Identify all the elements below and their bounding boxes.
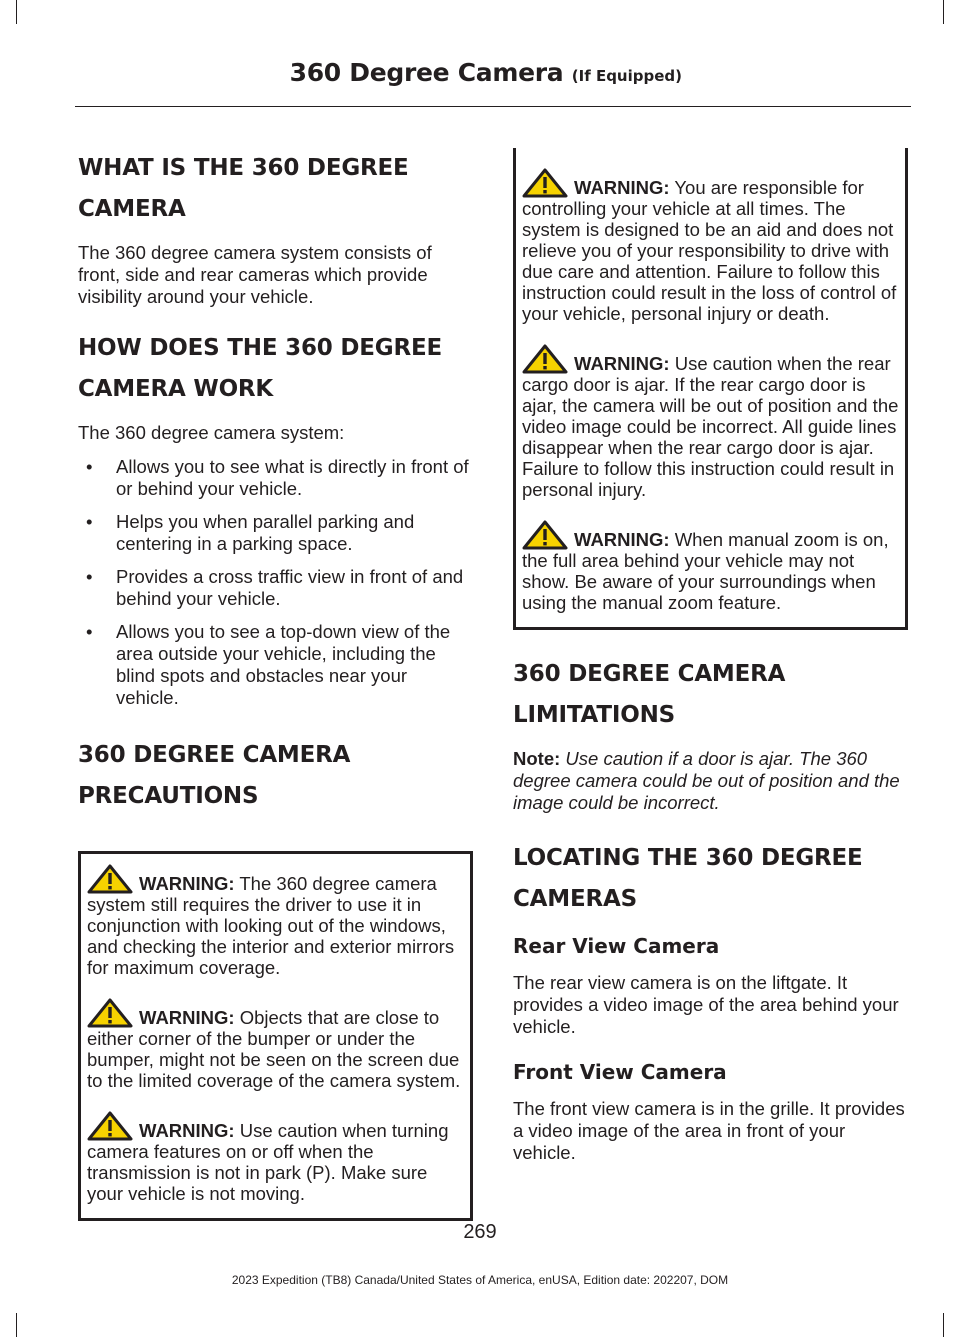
- list-item: • Allows you to see a top-down view of the area outside your vehicle, including the blind spots and obstacles near your vehicle.: [78, 621, 473, 709]
- note-text: Use caution if a door is ajar. The 360 degree camera could be out of position and the image could be incorrect.: [513, 748, 900, 813]
- page-header: [290, 58, 682, 87]
- heading-locating: LOCATING THE 360 DEGREE CAMERAS: [513, 845, 863, 912]
- warning-item: [87, 864, 464, 978]
- list-item: • Allows you to see what is directly in front of or behind your vehicle.: [78, 456, 473, 500]
- left-column: [78, 148, 473, 1221]
- crop-mark-bottom-right: [943, 1313, 944, 1337]
- warning-triangle-icon: [87, 998, 133, 1028]
- limitations-note: [513, 748, 908, 814]
- subheading-front-view-camera: Front View Camera: [513, 1060, 727, 1084]
- warning-item: [522, 520, 899, 613]
- warning-triangle-icon: [522, 520, 568, 550]
- subheading-rear-view-camera: Rear View Camera: [513, 934, 720, 958]
- heading-limitations: 360 DEGREE CAMERA LIMITATIONS: [513, 661, 786, 728]
- warning-text: Objects that are close to either corner of the bumper or under the bumper, might not be seen on the screen due to the limited coverage of the camera system.: [87, 1007, 461, 1091]
- warning-triangle-icon: [87, 864, 133, 894]
- warning-text: When manual zoom is on, the full area behind your vehicle may not show. Be aware of your surroundings when using the manual zoom feature.: [522, 529, 889, 613]
- right-column: [513, 148, 908, 1184]
- warning-triangle-icon: [522, 168, 568, 198]
- warning-triangle-icon: [87, 1111, 133, 1141]
- list-item: • Provides a cross traffic view in front of and behind your vehicle.: [78, 566, 473, 610]
- header-rule: [75, 106, 911, 107]
- warning-item: [522, 168, 899, 324]
- header-subtitle: (If Equipped): [571, 67, 682, 85]
- list-item: • Helps you when parallel parking and centering in a parking space.: [78, 511, 473, 555]
- footer-edition-info: 2023 Expedition (TB8) Canada/United States of America, enUSA, Edition date: 202207, DOM: [231, 1273, 729, 1287]
- warning-text: Use caution when turning camera features on or off when the transmission is not in park (P). Make sure your vehicle is not moving.: [87, 1120, 449, 1204]
- heading-what-is: WHAT IS THE 360 DEGREE CAMERA: [78, 155, 409, 222]
- warning-box-right: [513, 148, 908, 630]
- crop-mark-bottom-left: [16, 1313, 17, 1337]
- warning-label: WARNING:: [139, 1120, 235, 1141]
- warning-text: You are responsible for controlling your vehicle at all times. The system is designed to be an aid and does not relieve you of your responsibility to drive with due care and attention. Failure to follow this instruction could result in the loss of control of your vehicle, personal injury or death.: [522, 177, 897, 324]
- what-is-body: The 360 degree camera system consists of front, side and rear cameras which provide visibility around your vehicle.: [78, 242, 432, 307]
- how-does-intro: The 360 degree camera system:: [78, 422, 345, 443]
- page-number: 269: [463, 1221, 497, 1243]
- crop-mark-top-right: [943, 0, 944, 24]
- warning-label: WARNING:: [139, 873, 235, 894]
- rear-view-camera-body: The rear view camera is on the liftgate. It provides a video image of the area behind your vehicle.: [513, 972, 899, 1037]
- warning-label: WARNING:: [574, 353, 670, 374]
- warning-item: [87, 998, 464, 1091]
- front-view-camera-body: The front view camera is in the grille. It provides a video image of the area in front of your vehicle.: [513, 1098, 905, 1163]
- warning-triangle-icon: [522, 344, 568, 374]
- warning-label: WARNING:: [574, 177, 670, 198]
- heading-precautions: 360 DEGREE CAMERA PRECAUTIONS: [78, 742, 351, 809]
- warning-item: [87, 1111, 464, 1204]
- feature-list: [78, 456, 473, 709]
- heading-how-does: HOW DOES THE 360 DEGREE CAMERA WORK: [78, 335, 442, 402]
- warning-label: WARNING:: [574, 529, 670, 550]
- warning-text: The 360 degree camera system still requires the driver to use it in conjunction with looking out of the windows, and checking the interior and exterior mirrors for maximum coverage.: [87, 873, 455, 978]
- crop-mark-top-left: [16, 0, 17, 24]
- warning-label: WARNING:: [139, 1007, 235, 1028]
- note-label: Note:: [513, 748, 561, 769]
- warning-item: [522, 344, 899, 500]
- header-title: 360 Degree Camera: [289, 58, 564, 87]
- warning-text: Use caution when the rear cargo door is ajar. If the rear cargo door is ajar, the camera will be out of position and the video image could be incorrect. All guide lines disappear when the rear cargo door is ajar. Failure to follow this instruction could result in personal injury.: [522, 353, 899, 500]
- warning-box-left: [78, 851, 473, 1221]
